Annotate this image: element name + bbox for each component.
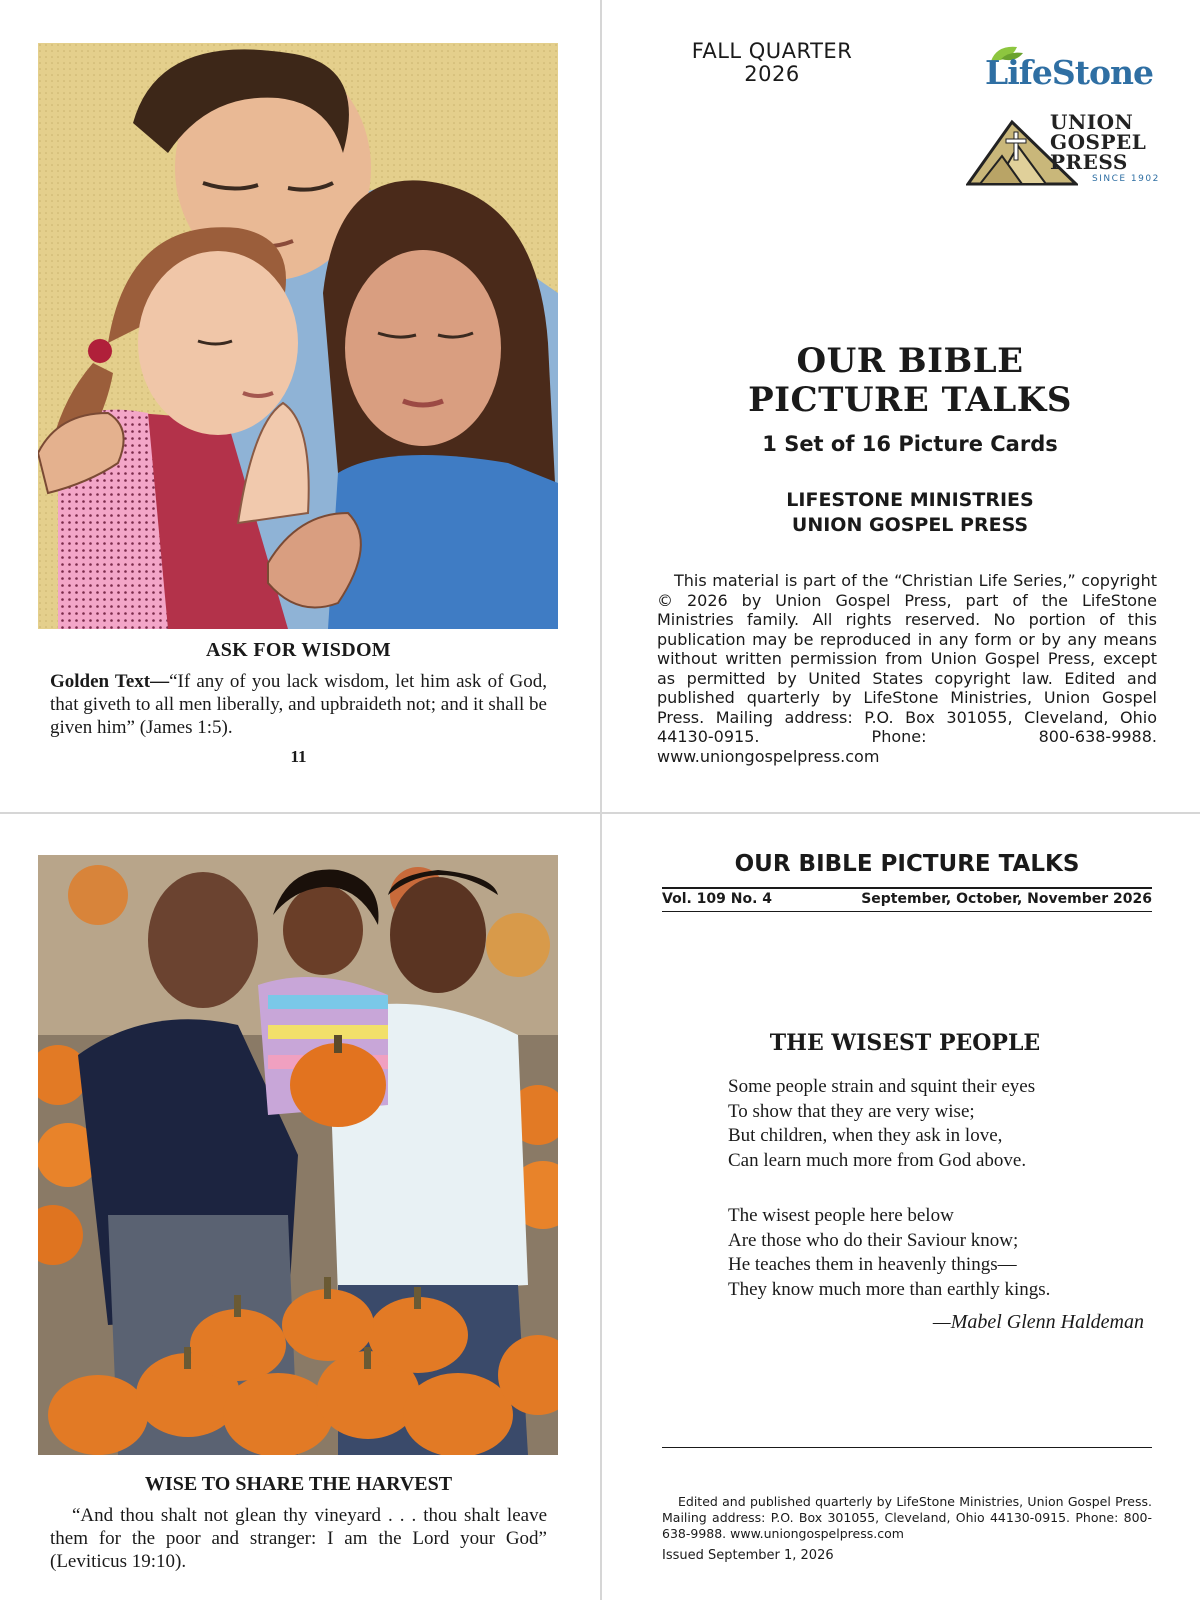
publisher-line-2: UNION GOSPEL PRESS <box>791 514 1029 536</box>
publication-subtitle: 1 Set of 16 Picture Cards <box>762 432 1058 456</box>
vertical-divider <box>600 0 602 1600</box>
publisher-footer: Edited and published quarterly by LifeStone Ministries, Union Gospel Press. Mailing address: P.O. Box 301055, Cleveland, Ohio 44130-0915. Phone: 800-638-9988. www.uniongospelpress.com <box>662 1494 1152 1541</box>
ugp-logo-line-2: GOSPEL <box>1050 130 1147 154</box>
poem-line: The wisest people here below <box>728 1205 954 1226</box>
poem-line: Can learn much more from God above. <box>728 1149 1027 1171</box>
scripture-text: “And thou shalt not glean thy vineyard . . . thou shalt leave them for the poor and stranger: I am the Lord your God” (Leviticus 19:10). <box>50 1505 547 1572</box>
horizontal-divider <box>0 812 1200 814</box>
publisher-names <box>700 488 1120 538</box>
issue-dates: September, October, November 2026 <box>861 891 1152 907</box>
card-title: WISE TO SHARE THE HARVEST <box>144 1473 453 1495</box>
masthead-rule-bottom <box>662 911 1152 912</box>
page-number: 11 <box>290 747 307 766</box>
masthead-rule-top <box>662 887 1152 889</box>
photo-family-pumpkins <box>38 855 558 1455</box>
poem-line: To show that they are very wise; <box>728 1100 975 1122</box>
ugp-logo-text <box>1050 112 1146 172</box>
poem-line: He teaches them in heavenly things— <box>728 1254 1017 1275</box>
card-title: ASK FOR WISDOM <box>206 639 391 661</box>
ugp-logo-line-1: UNION <box>1050 110 1134 134</box>
poem-stanza-1 <box>728 1075 1035 1173</box>
lifestone-logo-text: LifeStone <box>985 53 1154 92</box>
golden-text-label: Golden Text— <box>50 671 170 692</box>
volume-number: Vol. 109 No. 4 <box>662 891 773 907</box>
poem-title: THE WISEST PEOPLE <box>769 1030 1041 1056</box>
quarter-line-1: FALL QUARTER <box>691 39 853 63</box>
family-pumpkin-photo <box>38 855 558 1455</box>
picture-card-share-harvest <box>38 855 559 1573</box>
quarter-label <box>672 40 872 86</box>
footer-rule <box>662 1447 1152 1448</box>
ugp-logo-line-3: PRESS <box>1050 150 1128 174</box>
quarter-line-2: 2026 <box>744 62 800 86</box>
poem-line: But children, when they ask in love, <box>728 1125 1003 1146</box>
ugp-since-text: SINCE 1902 <box>1092 174 1160 184</box>
poem-line: Are those who do their Saviour know; <box>728 1229 1019 1251</box>
poem-author: —Mabel Glenn Haldeman <box>932 1311 1144 1333</box>
poem-line: Some people strain and squint their eyes <box>728 1076 1036 1097</box>
illustration-family-praying <box>38 43 558 629</box>
family-praying-illustration <box>38 43 558 629</box>
issued-date: Issued September 1, 2026 <box>662 1548 834 1563</box>
masthead-title: OUR BIBLE PICTURE TALKS <box>734 851 1080 877</box>
golden-text-quote: “If any of you lack wisdom, let him ask of God, that giveth to all men liberally, and upbraideth not; and it shall be given him” (James 1:5). <box>50 671 547 738</box>
copyright-notice: This material is part of the “Christian Life Series,” copyright © 2026 by Union Gospel Press, part of the LifeStone Ministries family. All rights reserved. No portion of this publication may be reproduced in any form or by any means without written permission from Union Gospel Press, except as permitted by United States copyright law. Edited and published quarterly by LifeStone Ministries, Union Gospel Press. Mailing address: P.O. Box 301055, Cleveland, Ohio 44130-0915. Phone: 800-638-9988. www.uniongospelpress.com <box>657 571 1157 766</box>
poem-line: They know much more than earthly kings. <box>728 1278 1051 1300</box>
title-line-1: OUR BIBLE <box>796 341 1024 381</box>
lifestone-logo <box>985 43 1154 93</box>
publication-title <box>700 342 1120 420</box>
title-line-2: PICTURE TALKS <box>748 380 1072 420</box>
publisher-line-1: LIFESTONE MINISTRIES <box>786 489 1034 511</box>
picture-card-ask-for-wisdom <box>38 43 559 767</box>
poem-stanza-2 <box>728 1204 1050 1302</box>
golden-text <box>50 670 547 739</box>
union-gospel-press-logo <box>966 112 1166 188</box>
